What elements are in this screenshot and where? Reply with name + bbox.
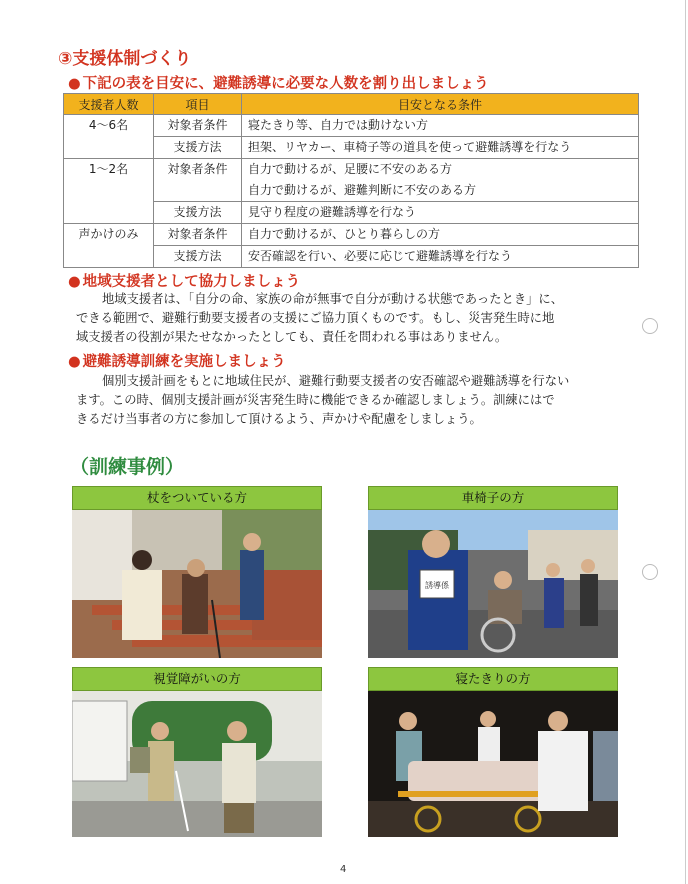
page-number: 4 [340,864,347,875]
table-cell-item: 対象者条件 [154,115,242,137]
example-caption: 車椅子の方 [368,486,618,510]
table-cell-item [154,180,242,202]
table-row [64,246,639,268]
table-cell-condition: 安否確認を行い、必要に応じて避難誘導を行なう [242,246,639,268]
bullet-heading-text: 下記の表を目安に、避難誘導に必要な人数を割り出しましょう [82,76,489,92]
example-photo-wheelchair [368,510,618,658]
table-cell-role [64,246,154,268]
example-photo-cane [72,510,322,658]
table-row [64,159,639,181]
bullet-dot-icon: ● [68,274,81,290]
table-cell-condition: 見守り程度の避難誘導を行なう [242,202,639,224]
examples-title: （訓練事例） [70,456,185,478]
example-caption: 寝たきりの方 [368,667,618,691]
bullet-heading-table [68,72,489,93]
table-cell-item: 対象者条件 [154,159,242,181]
section-title: ③支援体制づくり [58,49,192,69]
table-cell-item: 対象者条件 [154,224,242,246]
example-card-cane [72,486,322,658]
example-caption: 視覚障がいの方 [72,667,322,691]
bullet-dot-icon: ● [68,354,81,370]
table-cell-role: 1～2名 [64,159,154,181]
example-card-wheelchair [368,486,618,658]
paragraph-drill [76,372,569,429]
table-cell-item: 支援方法 [154,202,242,224]
example-photo-bedridden [368,691,618,837]
table-cell-role [64,202,154,224]
bullet-heading-text: 避難誘導訓練を実施しましょう [82,354,286,370]
bullet-heading-text: 地域支援者として協力しましょう [82,274,301,290]
table-cell-condition: 自力で動けるが、ひとり暮らしの方 [242,224,639,246]
example-photo-visual [72,691,322,837]
table-cell-role [64,180,154,202]
bullet-heading-drill [68,350,286,371]
table-header-cell: 支援者人数 [64,94,154,115]
paragraph-line: できる範囲で、避難行動要支援者の支援にご協力頂くものです。もし、災害発生時に地 [76,311,555,325]
table-cell-role [64,137,154,159]
table-row [64,224,639,246]
table-cell-condition: 寝たきり等、自力では動けない方 [242,115,639,137]
binder-hole-icon [642,564,658,580]
table-cell-condition: 自力で動けるが、足腰に不安のある方 [242,159,639,181]
table-row [64,202,639,224]
support-table [63,93,639,268]
paragraph-cooperation [76,290,563,347]
paragraph-line: 個別支援計画をもとに地域住民が、避難行動要支援者の安否確認や避難誘導を行ない [102,374,570,388]
binder-hole-icon [642,318,658,334]
table-cell-item: 支援方法 [154,137,242,159]
table-cell-item: 支援方法 [154,246,242,268]
example-card-visual [72,667,322,837]
table-cell-condition: 担架、リヤカー、車椅子等の道具を使って避難誘導を行なう [242,137,639,159]
table-header-row [64,94,639,115]
paragraph-line: きるだけ当事者の方に参加して頂けるよう、声かけや配慮をしましょう。 [76,412,482,426]
bullet-dot-icon: ● [68,76,81,92]
bullet-heading-cooperation [68,270,300,291]
paragraph-line: 域支援者の役割が果たせなかったとしても、責任を問われる事はありません。 [76,330,508,344]
table-row [64,180,639,202]
table-cell-condition: 自力で動けるが、避難判断に不安のある方 [242,180,639,202]
paragraph-line: ます。この時、個別支援計画が災害発生時に機能できるか確認しましょう。訓練にはで [76,393,555,407]
table-cell-role: 4～6名 [64,115,154,137]
page-edge [685,0,686,884]
table-header-cell: 項目 [154,94,242,115]
vest-badge: 誘導係 [425,581,449,590]
table-cell-role: 声かけのみ [64,224,154,246]
paragraph-line: 地域支援者は、「自分の命、家族の命が無事で自分が動ける状態であったとき」に、 [102,292,564,306]
example-caption: 杖をついている方 [72,486,322,510]
table-row [64,137,639,159]
table-header-cell: 目安となる条件 [242,94,639,115]
table-row [64,115,639,137]
example-card-bedridden [368,667,618,837]
